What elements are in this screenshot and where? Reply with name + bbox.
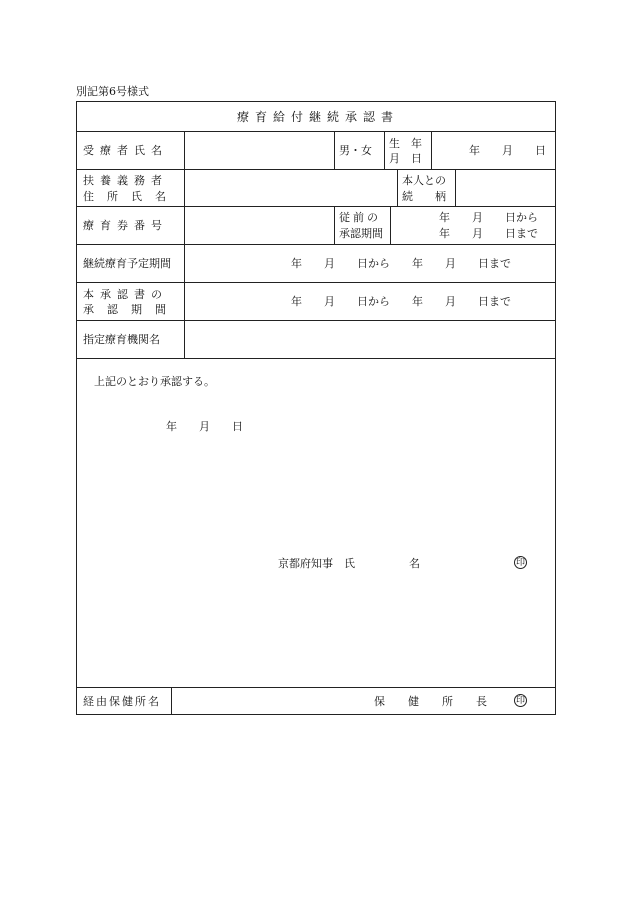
gender-choice: 男・女 [339, 144, 372, 157]
institution-label: 指定療育機関名 [83, 333, 160, 346]
relation-label-1: 本人との [402, 174, 446, 187]
form-number: 別記第6号様式 [76, 85, 149, 98]
director-seal: 印 [515, 696, 525, 706]
prev-period-label-2: 承認期間 [339, 227, 383, 240]
patient-name-label: 受療者氏名 [83, 144, 168, 157]
birth-label-2: 月 日 [389, 152, 422, 165]
approval-statement: 上記のとおり承認する。 [94, 375, 215, 388]
governor-name-label: 名 [409, 557, 420, 570]
planned-period-label: 継続療育予定期間 [83, 257, 171, 270]
relation-label-2: 続 柄 [402, 190, 446, 203]
prev-period-label-1: 従前の [339, 211, 381, 224]
prev-period-from: 年 月 日から [439, 211, 538, 224]
governor-seal: 印 [515, 558, 525, 568]
guardian-label-1: 扶養義務者 [83, 174, 168, 187]
director-label: 保健所長 [374, 695, 510, 708]
guardian-label-2: 住所氏名 [83, 190, 179, 203]
birth-date-blank: 年 月 日 [469, 144, 546, 157]
birth-label-1: 生 年 [389, 137, 422, 150]
planned-period-value: 年 月 日から 年 月 日まで [291, 257, 511, 270]
governor-label: 京都府知事 氏 [278, 557, 355, 570]
approval-period-label-1: 本承認書の [83, 288, 168, 301]
prev-period-to: 年 月 日まで [439, 227, 538, 240]
voucher-number-label: 療育券番号 [83, 219, 168, 232]
form-title: 療育給付継続承認書 [237, 110, 400, 124]
approval-period-label-2: 承認期間 [83, 303, 179, 316]
health-center-label: 経由保健所名 [83, 695, 161, 708]
approval-period-value: 年 月 日から 年 月 日まで [291, 295, 511, 308]
approval-form [76, 101, 556, 715]
approval-date-blank: 年 月 日 [166, 420, 243, 433]
